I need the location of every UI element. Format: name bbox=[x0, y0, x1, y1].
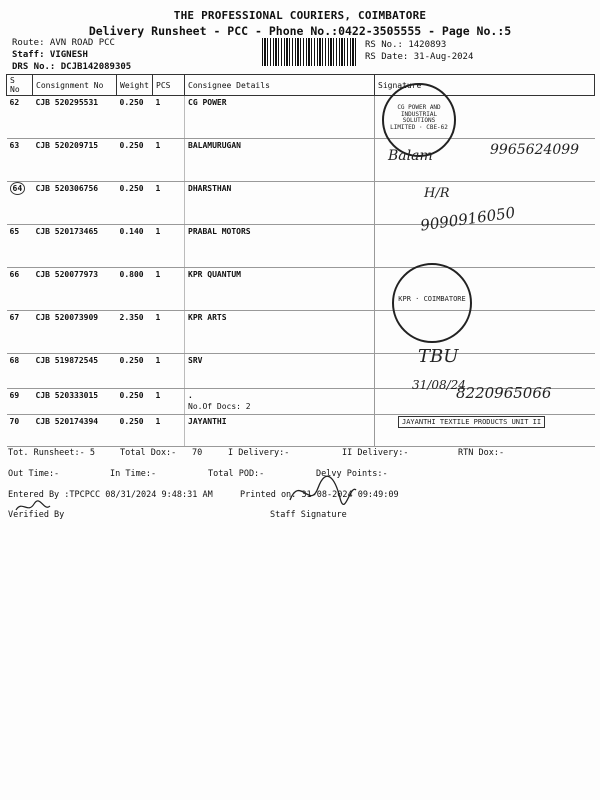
company-title: THE PROFESSIONAL COURIERS, COIMBATORE bbox=[173, 9, 427, 22]
handwritten-name: Balam bbox=[388, 148, 433, 164]
entered-by: Entered By :TPCPCC 08/31/2024 9:48:31 AM bbox=[8, 490, 213, 500]
pcs: 1 bbox=[153, 182, 185, 225]
drs-number: DRS No.: DCJB142089305 bbox=[12, 62, 132, 72]
sno: 69 bbox=[7, 389, 33, 415]
col-sno: S No bbox=[7, 75, 33, 96]
staff: Staff: VIGNESH bbox=[12, 50, 88, 60]
no-of-docs: No.Of Docs: 2 bbox=[188, 402, 251, 411]
sno: 67 bbox=[7, 311, 33, 354]
weight: 0.250 bbox=[117, 389, 153, 415]
consignee: CG POWER bbox=[185, 96, 375, 139]
sno: 70 bbox=[7, 415, 33, 447]
sno: 62 bbox=[7, 96, 33, 139]
printed-on: Printed on: 31-08-2024 09:49:09 bbox=[240, 490, 399, 500]
weight: 0.250 bbox=[117, 96, 153, 139]
consignee-name: . bbox=[188, 391, 193, 400]
consignment-no: CJB 520073909 bbox=[33, 311, 117, 354]
sno-circled: 64 bbox=[10, 182, 26, 195]
verifier-initials-scribble bbox=[14, 498, 54, 518]
cg-power-stamp bbox=[382, 83, 456, 157]
consignee: JAYANTHI bbox=[185, 415, 375, 447]
col-signature: Signature bbox=[375, 75, 595, 96]
col-weight: Weight bbox=[117, 75, 153, 96]
handwritten-phone: 8220965066 bbox=[456, 384, 552, 402]
stamp-text: CG POWER AND INDUSTRIAL SOLUTIONS LIMITED · CBE-62 bbox=[390, 104, 448, 131]
pcs: 1 bbox=[153, 225, 185, 268]
consignee: BALAMURUGAN bbox=[185, 139, 375, 182]
rs-date: RS Date: 31-Aug-2024 bbox=[365, 52, 474, 62]
handwritten-phone: 9965624099 bbox=[490, 142, 580, 158]
consignee: KPR QUANTUM bbox=[185, 268, 375, 311]
weight: 0.250 bbox=[117, 139, 153, 182]
col-pcs: PCS bbox=[153, 75, 185, 96]
table-row bbox=[7, 311, 595, 354]
weight: 0.800 bbox=[117, 268, 153, 311]
in-time: In Time:- bbox=[110, 469, 157, 479]
consignment-no: CJB 520209715 bbox=[33, 139, 117, 182]
consignment-no: CJB 520306756 bbox=[33, 182, 117, 225]
table-header bbox=[7, 75, 595, 96]
total-dox-label: Total Dox:- bbox=[120, 448, 177, 458]
jayanthi-stamp: JAYANTHI TEXTILE PRODUCTS UNIT II bbox=[398, 416, 545, 428]
consignment-no: CJB 519872545 bbox=[33, 354, 117, 389]
staff-signature-scribble bbox=[280, 470, 360, 514]
weight: 0.250 bbox=[117, 415, 153, 447]
handwritten-initials: TBU bbox=[418, 346, 459, 367]
sno: 65 bbox=[7, 225, 33, 268]
pcs: 1 bbox=[153, 268, 185, 311]
col-consignee: Consignee Details bbox=[185, 75, 375, 96]
pcs: 1 bbox=[153, 389, 185, 415]
signature-cell bbox=[375, 225, 595, 268]
delvy-points: Delvy Points:- bbox=[316, 469, 388, 479]
pcs: 1 bbox=[153, 354, 185, 389]
verified-by: Verified By bbox=[8, 510, 65, 520]
runsheet-title: Delivery Runsheet - PCC - Phone No.:0422-3505555 - Page No.:5 bbox=[88, 24, 512, 38]
consignment-no: CJB 520174394 bbox=[33, 415, 117, 447]
handwritten-hr: H/R bbox=[424, 186, 450, 201]
tot-runsheet: Tot. Runsheet:- 5 bbox=[8, 448, 95, 458]
weight: 2.350 bbox=[117, 311, 153, 354]
consignment-no: CJB 520333015 bbox=[33, 389, 117, 415]
pcs: 1 bbox=[153, 96, 185, 139]
table-row bbox=[7, 268, 595, 311]
consignee: SRV bbox=[185, 354, 375, 389]
consignment-no: CJB 520173465 bbox=[33, 225, 117, 268]
pcs: 1 bbox=[153, 311, 185, 354]
total-pod: Total POD:- bbox=[208, 469, 265, 479]
i-delivery: I Delivery:- bbox=[228, 448, 290, 458]
out-time: Out Time:- bbox=[8, 469, 60, 479]
kpr-stamp bbox=[392, 263, 472, 343]
pcs: 1 bbox=[153, 139, 185, 182]
total-dox-value: 70 bbox=[192, 448, 203, 458]
col-consignment: Consignment No bbox=[33, 75, 117, 96]
weight: 0.140 bbox=[117, 225, 153, 268]
sno: 63 bbox=[7, 139, 33, 182]
consignment-no: CJB 520295531 bbox=[33, 96, 117, 139]
consignee: PRABAL MOTORS bbox=[185, 225, 375, 268]
consignment-no: CJB 520077973 bbox=[33, 268, 117, 311]
rs-number: RS No.: 1420893 bbox=[365, 40, 447, 50]
table-row bbox=[7, 96, 595, 139]
consignee bbox=[185, 389, 375, 415]
route: Route: AVN ROAD PCC bbox=[12, 38, 115, 48]
sno bbox=[7, 182, 33, 225]
staff-signature-label: Staff Signature bbox=[270, 510, 347, 520]
ii-delivery: II Delivery:- bbox=[342, 448, 409, 458]
handwritten-date: 31/08/24 bbox=[412, 378, 466, 392]
weight: 0.250 bbox=[117, 354, 153, 389]
rtn-dox: RTN Dox:- bbox=[458, 448, 505, 458]
consignee: KPR ARTS bbox=[185, 311, 375, 354]
sno: 68 bbox=[7, 354, 33, 389]
table-row bbox=[7, 225, 595, 268]
stamp-text: KPR · COIMBATORE bbox=[398, 295, 466, 303]
sno: 66 bbox=[7, 268, 33, 311]
pcs: 1 bbox=[153, 415, 185, 447]
weight: 0.250 bbox=[117, 182, 153, 225]
barcode bbox=[262, 38, 358, 66]
handwritten-phone: 9090916050 bbox=[419, 203, 517, 235]
consignee: DHARSTHAN bbox=[185, 182, 375, 225]
